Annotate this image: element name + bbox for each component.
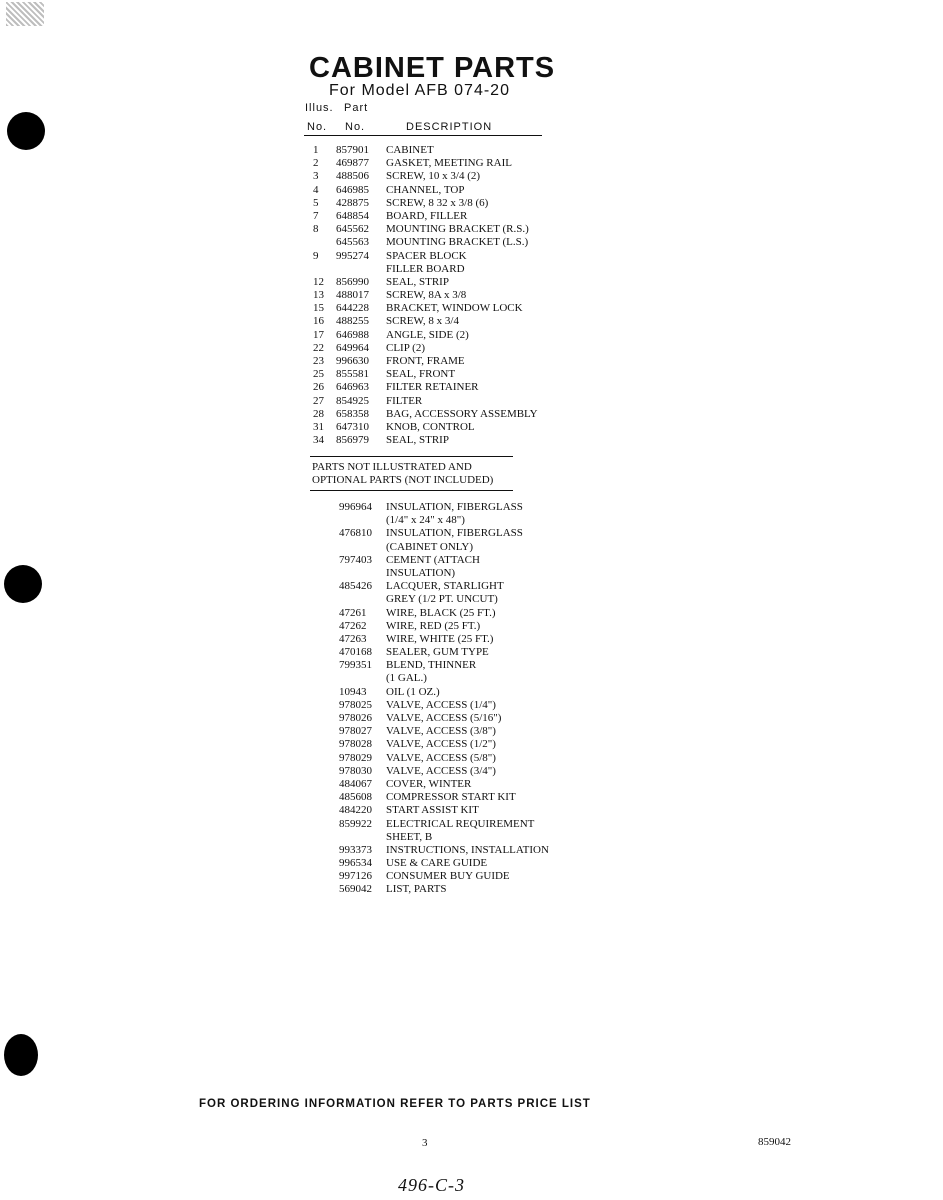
binder-hole-bottom [4,1034,38,1076]
parts-row [313,236,563,249]
part-description: SCREW, 8 32 x 3/8 (6) [386,196,489,209]
part-number: 10943 [339,685,367,698]
part-description: SEAL, STRIP [386,434,449,447]
part-description: ELECTRICAL REQUIREMENT [386,817,535,830]
part-description: BOARD, FILLER [386,209,468,222]
parts-row [313,276,563,289]
parts-row [313,170,563,183]
part-number: 978025 [339,698,372,711]
part-description: INSTRUCTIONS, INSTALLATION [386,843,549,856]
parts-row [313,408,563,421]
part-description: VALVE, ACCESS (5/8") [386,751,496,764]
illus-number: 12 [313,275,324,288]
part-description: CLIP (2) [386,341,426,354]
part-description: WIRE, RED (25 FT.) [386,619,481,632]
notes-line-1: PARTS NOT ILLUSTRATED AND [312,461,472,473]
illus-number: 25 [313,368,324,381]
illus-number: 22 [313,341,324,354]
part-description: FILLER BOARD [386,262,465,275]
part-description: INSULATION, FIBERGLASS [386,501,523,513]
illus-number: 7 [313,209,319,222]
parts-row [313,355,563,368]
part-description: FILTER [386,394,423,407]
optional-parts-row [339,857,569,870]
parts-row [313,434,563,447]
optional-parts-row [339,580,569,593]
part-number: 978028 [339,738,372,751]
binder-hole-top [7,112,45,150]
illus-number: 26 [313,381,324,394]
part-description: BAG, ACCESSORY ASSEMBLY [386,407,538,420]
optional-parts-row [339,870,569,883]
part-description: MOUNTING BRACKET (L.S.) [386,236,529,249]
part-number: 470168 [339,646,372,659]
part-number: 799351 [339,659,372,672]
part-description: SCREW, 8A x 3/8 [386,289,467,302]
part-description: WIRE, WHITE (25 FT.) [386,632,494,645]
illus-number: 5 [313,196,319,209]
optional-parts-row [339,646,569,659]
part-description: GREY (1/2 PT. UNCUT) [386,593,498,606]
description-column-header: DESCRIPTION [406,121,493,133]
part-description: (1/4" x 24" x 48") [386,514,465,527]
part-number: 856990 [336,275,369,288]
part-description: VALVE, ACCESS (5/16") [386,712,502,724]
notes-bottom-rule [310,490,513,491]
part-description: VALVE, ACCESS (1/2") [386,738,496,751]
optional-parts-row [339,791,569,804]
parts-row [313,381,563,394]
parts-row [313,250,563,263]
illus-number: 31 [313,420,324,433]
parts-list [313,144,563,447]
part-number: 996630 [336,355,369,367]
part-description: SPACER BLOCK [386,249,467,262]
illus-number: 28 [313,407,324,420]
illus-number: 23 [313,355,324,367]
part-number: 646985 [336,183,369,196]
part-description: START ASSIST KIT [386,804,479,817]
part-number: 484067 [339,777,372,790]
part-number: 645562 [336,223,369,236]
part-number: 855581 [336,368,369,381]
header-rule [304,135,542,136]
part-description: CEMENT (ATTACH [386,553,480,566]
part-number: 569042 [339,883,372,896]
illus-number: 13 [313,289,324,302]
parts-row [313,223,563,236]
binder-hole-middle [4,565,42,603]
part-no-column-header: No. [345,121,366,133]
optional-parts-row [339,831,569,844]
parts-row [313,197,563,210]
parts-row [313,289,563,302]
part-description: BLEND, THINNER [386,659,477,672]
page-number: 3 [422,1137,428,1149]
part-description: SCREW, 10 x 3/4 (2) [386,170,481,183]
part-number: 996964 [339,501,372,513]
part-number: 857901 [336,144,369,156]
parts-row [313,368,563,381]
illus-number: 4 [313,183,319,196]
parts-row [313,315,563,328]
optional-parts-row [339,633,569,646]
part-description: OIL (1 OZ.) [386,685,440,698]
part-description: LIST, PARTS [386,883,447,896]
parts-row [313,421,563,434]
part-number: 995274 [336,249,369,262]
part-number: 484220 [339,804,372,817]
part-description: COMPRESSOR START KIT [386,791,516,804]
part-description: SEAL, STRIP [386,275,449,288]
optional-parts-heading [312,461,493,487]
part-number: 47261 [339,606,367,619]
optional-parts-row [339,752,569,765]
part-description: USE & CARE GUIDE [386,857,488,870]
parts-row [313,329,563,342]
handwritten-annotation: 496-C-3 [398,1175,465,1195]
scan-speckle [6,2,44,26]
illus-number: 34 [313,434,324,447]
part-description: FRONT, FRAME [386,355,465,367]
part-number: 978030 [339,764,372,777]
optional-parts-row [339,620,569,633]
part-description: (CABINET ONLY) [386,540,473,553]
notes-top-rule [310,456,513,457]
optional-parts-row [339,501,569,514]
parts-row [313,144,563,157]
optional-parts-row [339,672,569,685]
part-number: 488017 [336,289,369,302]
part-description: SEAL, FRONT [386,368,456,381]
part-number: 859922 [339,817,372,830]
optional-parts-row [339,804,569,817]
parts-row [313,184,563,197]
part-number: 856979 [336,434,369,447]
optional-parts-row [339,593,569,606]
optional-parts-list [339,501,569,897]
optional-parts-row [339,567,569,580]
illus-number: 1 [313,144,319,156]
part-number: 649964 [336,341,369,354]
optional-parts-row [339,844,569,857]
parts-row [313,263,563,276]
optional-parts-row [339,738,569,751]
part-number: 997126 [339,870,372,883]
notes-line-2: OPTIONAL PARTS (NOT INCLUDED) [312,474,494,487]
optional-parts-row [339,554,569,567]
part-description: (1 GAL.) [386,672,427,685]
optional-parts-row [339,686,569,699]
part-description: BRACKET, WINDOW LOCK [386,302,523,315]
part-number: 996534 [339,857,372,870]
optional-parts-row [339,607,569,620]
part-number: 978026 [339,712,372,724]
illus-number: 17 [313,328,324,341]
part-description: VALVE, ACCESS (3/8") [386,725,496,738]
part-description: MOUNTING BRACKET (R.S.) [386,223,529,236]
optional-parts-row [339,712,569,725]
part-description: GASKET, MEETING RAIL [386,157,512,170]
part-description: ANGLE, SIDE (2) [386,328,469,341]
part-description: CONSUMER BUY GUIDE [386,870,510,883]
parts-row [313,302,563,315]
part-description: WIRE, BLACK (25 FT.) [386,606,496,619]
part-description: INSULATION, FIBERGLASS [386,527,523,540]
part-number: 993373 [339,843,372,856]
part-description: INSULATION) [386,566,456,579]
part-description: SCREW, 8 x 3/4 [386,315,459,328]
illus-number: 27 [313,394,324,407]
part-label: Part [344,102,369,114]
optional-parts-row [339,883,569,896]
parts-row [313,210,563,223]
illus-label: Illus. [305,102,334,114]
illus-number: 2 [313,157,319,170]
optional-parts-row [339,514,569,527]
part-description: SHEET, B [386,830,433,843]
part-number: 978027 [339,725,372,738]
part-number: 644228 [336,302,369,315]
part-number: 648854 [336,209,369,222]
illus-number: 15 [313,302,324,315]
part-number: 485426 [339,580,372,593]
part-number: 646988 [336,328,369,341]
optional-parts-row [339,818,569,831]
part-description: CHANNEL, TOP [386,183,465,196]
part-number: 647310 [336,420,369,433]
part-number: 854925 [336,394,369,407]
ordering-note: FOR ORDERING INFORMATION REFER TO PARTS PRICE LIST [199,1098,591,1110]
part-description: LACQUER, STARLIGHT [386,580,504,593]
document-id: 859042 [758,1136,791,1148]
part-description: COVER, WINTER [386,777,472,790]
part-number: 469877 [336,157,369,170]
illus-number: 8 [313,223,319,236]
part-description: VALVE, ACCESS (3/4") [386,764,496,777]
part-description: FILTER RETAINER [386,381,479,394]
parts-row [313,342,563,355]
part-number: 646963 [336,381,369,394]
part-number: 47262 [339,619,367,632]
illus-number: 3 [313,170,319,183]
optional-parts-row [339,725,569,738]
optional-parts-row [339,778,569,791]
optional-parts-row [339,541,569,554]
illus-number: 9 [313,249,319,262]
part-description: KNOB, CONTROL [386,420,475,433]
optional-parts-row [339,659,569,672]
part-description: SEALER, GUM TYPE [386,646,489,659]
optional-parts-row [339,765,569,778]
parts-row [313,395,563,408]
part-number: 428875 [336,196,369,209]
part-number: 797403 [339,553,372,566]
part-number: 485608 [339,791,372,804]
part-description: VALVE, ACCESS (1/4") [386,698,496,711]
model-subtitle: For Model AFB 074-20 [329,82,510,99]
part-number: 658358 [336,407,369,420]
illus-number: 16 [313,315,324,328]
part-number: 488506 [336,170,369,183]
part-number: 645563 [336,236,369,249]
no-column-header: No. [307,121,328,133]
optional-parts-row [339,699,569,712]
part-number: 978029 [339,751,372,764]
part-number: 47263 [339,632,367,645]
optional-parts-row [339,527,569,540]
part-number: 488255 [336,315,369,328]
part-description: CABINET [386,144,434,156]
page-title: CABINET PARTS [309,52,556,84]
parts-row [313,157,563,170]
part-number: 476810 [339,527,372,540]
